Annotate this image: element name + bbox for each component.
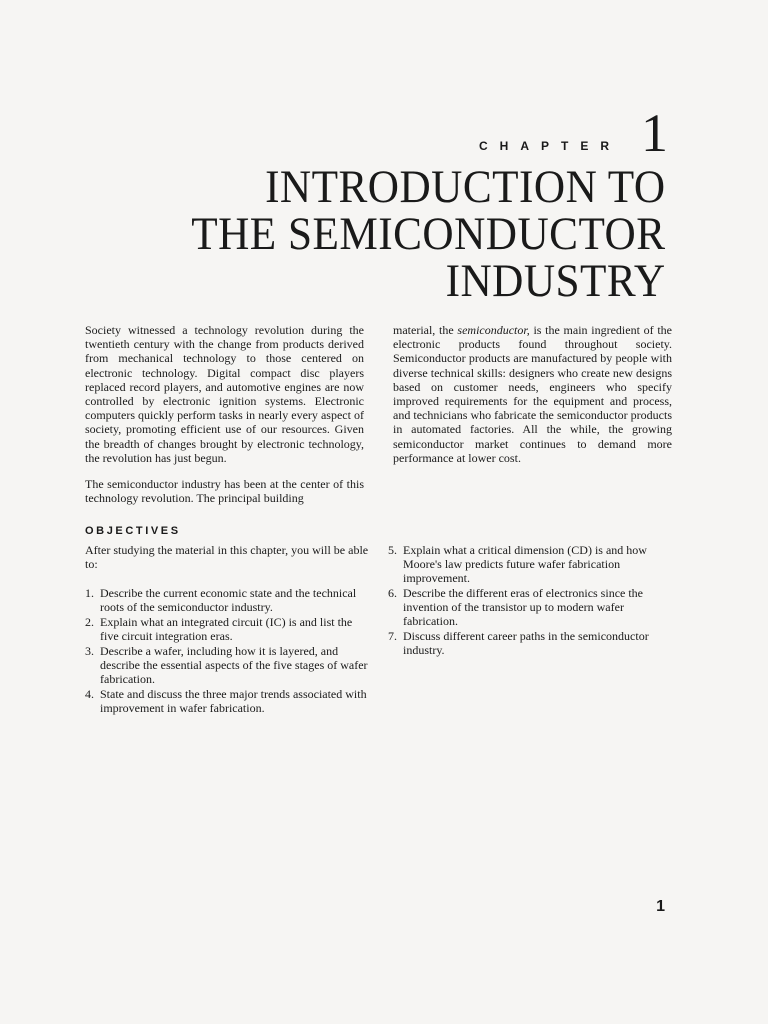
list-item	[85, 644, 370, 686]
item-number: 7.	[388, 629, 397, 643]
title-line-1: INTRODUCTION TO	[265, 161, 666, 213]
item-number: 6.	[388, 586, 397, 600]
item-text: Explain what a critical dimension (CD) is and how Moore's law predicts future wafer fabrication improvement.	[403, 543, 647, 585]
item-number: 5.	[388, 543, 397, 557]
intro-right-column	[393, 323, 672, 477]
item-number: 2.	[85, 615, 94, 629]
objectives-intro: After studying the material in this chapter, you will be able to:	[85, 543, 369, 572]
chapter-label: CHAPTER	[478, 139, 621, 154]
list-item	[388, 586, 678, 628]
list-item	[388, 629, 678, 657]
item-text: Describe a wafer, including how it is layered, and describe the essential aspects of the five stages of wafer fabrication.	[100, 644, 368, 686]
list-item	[85, 615, 370, 643]
intro-p3-rest: is the main ingredient of the electronic products found throughout society. Semiconductor products are manufactured by people with diverse technical skills: designers who create new designs based on customer needs, engineers who specify improved requirements for the equipment and process, and technicians who fabricate the semiconductor products in automated factories. All the while, the growing semiconductor market continues to demand more performance at lower cost.	[393, 323, 672, 465]
item-text: Describe the current economic state and the technical roots of the semiconductor industry.	[100, 586, 357, 614]
item-number: 3.	[85, 644, 94, 658]
intro-paragraph-1: Society witnessed a technology revolution during the twentieth century with the change from products derived from mechanical technology to those centered on electronic technology. Digital compact disc players replaced record players, and automotive engines are now controlled by electronic ignition systems. Electronic computers quickly perform tasks in nearly every aspect of society, promoting efficient use of our resources. Given the breadth of changes brought by electronic technology, the revolution has just begun.	[85, 323, 364, 465]
item-number: 1.	[85, 586, 94, 600]
item-number: 4.	[85, 687, 94, 701]
intro-left-column	[85, 323, 364, 517]
item-text: Describe the different eras of electronics since the invention of the transistor up to modern wafer fabrication.	[403, 586, 643, 628]
intro-paragraph-3	[393, 323, 672, 465]
title-line-3: INDUSTRY	[446, 255, 666, 307]
item-text: Explain what an integrated circuit (IC) is and list the five circuit integration eras.	[100, 615, 353, 643]
semiconductor-term: semiconductor,	[457, 323, 530, 337]
objectives-list-right	[388, 543, 678, 658]
chapter-number: 1	[641, 103, 668, 163]
chapter-title	[191, 161, 666, 307]
item-text: State and discuss the three major trends associated with improvement in wafer fabrication.	[100, 687, 367, 715]
item-text: Discuss different career paths in the semiconductor industry.	[403, 629, 649, 657]
list-item	[388, 543, 678, 585]
list-item	[85, 586, 370, 614]
objectives-heading: OBJECTIVES	[85, 525, 181, 537]
page-number: 1	[656, 898, 665, 915]
objectives-list-left	[85, 586, 370, 716]
list-item	[85, 687, 370, 715]
title-line-2: THE SEMICONDUCTOR	[191, 208, 666, 260]
chapter-header	[478, 103, 668, 163]
intro-paragraph-2: The semiconductor industry has been at the center of this technology revolution. The principal building	[85, 477, 364, 506]
intro-p3-start: material, the	[393, 323, 458, 337]
